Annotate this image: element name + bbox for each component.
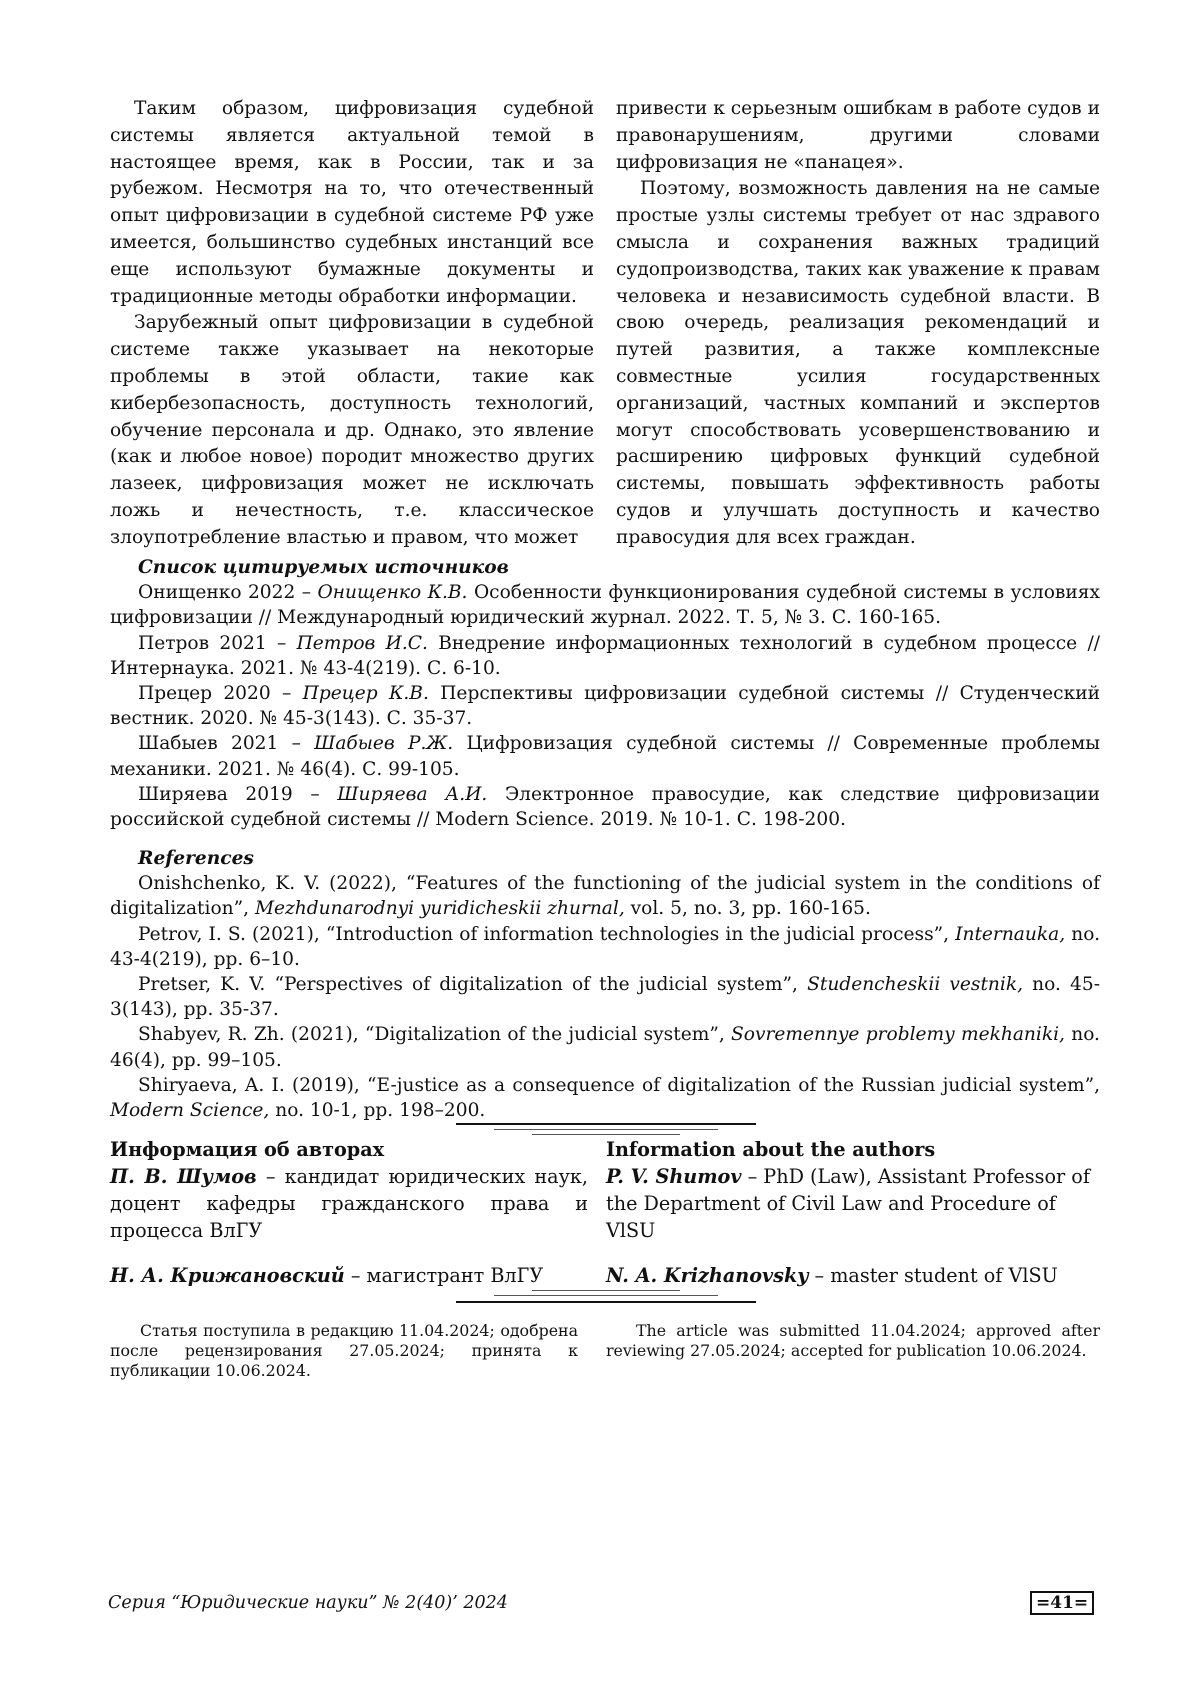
- reference-journal: Modern Science,: [110, 1100, 270, 1122]
- reference-text: Onishchenko, K. V. (2022), “Features of the functioning of the judicial system in the conditions of digitalization”,: [110, 873, 1100, 920]
- separator-rule: [456, 1123, 756, 1125]
- reference-item: [110, 972, 1100, 1022]
- author-entry: [606, 1262, 1058, 1289]
- author-affiliation: – master student of VlSU: [808, 1264, 1058, 1287]
- reference-details: no. 43-4(219), pp. 6–10.: [110, 923, 1100, 970]
- cited-item: [110, 681, 1100, 731]
- body-column-left: [110, 96, 594, 552]
- reference-item: [110, 922, 1100, 972]
- author-entry: [110, 1262, 543, 1289]
- cited-item-key: Прецер 2020 –: [138, 683, 303, 705]
- references-section: [110, 846, 1100, 1123]
- page-number: =41=: [1030, 1591, 1094, 1615]
- reference-item: [110, 1022, 1100, 1072]
- cited-item-author: Ширяева А.И.: [337, 783, 488, 805]
- body-column-right: [616, 96, 1100, 552]
- reference-text: Pretser, K. V. “Perspectives of digitalization of the judicial system”,: [138, 974, 808, 996]
- cited-item-text: Цифровизация судебной системы // Современные проблемы механики. 2021. № 46(4). С. 99-105.: [110, 733, 1100, 780]
- separator-rule-thin: [532, 1290, 680, 1291]
- reference-text: Petrov, I. S. (2021), “Introduction of information technologies in the judicial process”,: [138, 923, 956, 945]
- cited-item: [110, 731, 1100, 781]
- separator-rule-thin: [494, 1295, 718, 1296]
- author-name: N. A. Krizhanovsky: [606, 1264, 809, 1287]
- cited-item-author: Шабыев Р.Ж.: [314, 733, 454, 755]
- cited-sources-section: [110, 555, 1100, 832]
- reference-journal: Mezhdunarodnyi yuridicheskii zhurnal,: [254, 898, 625, 920]
- body-paragraph: привести к серьезным ошибкам в работе судов и правонарушениям, другими словами цифровизация не «панацея».: [616, 98, 1100, 173]
- reference-text: Shabyev, R. Zh. (2021), “Digitalization of the judicial system”,: [138, 1024, 732, 1046]
- cited-sources-heading: Список цитируемых источников: [138, 557, 509, 578]
- cited-item-key: Ширяева 2019 –: [138, 783, 338, 805]
- reference-details: vol. 5, no. 3, pp. 160-165.: [624, 898, 871, 920]
- author-affiliation: – магистрант ВлГУ: [344, 1264, 544, 1287]
- cited-item: [110, 580, 1100, 630]
- separator-rule: [456, 1301, 756, 1303]
- cited-item-text: Перспективы цифровизации судебной системы // Студенческий вестник. 2020. № 45-3(143). С. 35-37.: [110, 683, 1100, 730]
- authors-heading-en: Information about the authors: [606, 1138, 936, 1161]
- author-name: P. V. Shumov: [606, 1165, 742, 1188]
- reference-details: no. 45-3(143), pp. 35-37.: [110, 974, 1100, 1021]
- cited-item: [110, 631, 1100, 681]
- reference-item: [110, 871, 1100, 921]
- separator-rule-thin: [532, 1134, 680, 1135]
- reference-details: no. 46(4), pp. 99–105.: [110, 1024, 1100, 1071]
- reference-details: no. 10-1, pp. 198–200.: [269, 1100, 486, 1122]
- authors-heading-ru: Информация об авторах: [110, 1138, 385, 1161]
- authors-info-en: [606, 1136, 1100, 1244]
- separator-rule-thin: [494, 1129, 718, 1130]
- author-affiliation: – PhD (Law), Assistant Professor of the Department of Civil Law and Procedure of VlSU: [606, 1165, 1090, 1242]
- footer-series: Серия “Юридические науки” № 2(40)’ 2024: [108, 1593, 508, 1613]
- author-entry: [110, 1163, 588, 1244]
- submission-dates-ru: [110, 1321, 578, 1381]
- reference-journal: Internauka,: [955, 923, 1066, 945]
- dates-text: The article was submitted 11.04.2024; approved after reviewing 27.05.2024; accepted for publication 10.06.2024.: [606, 1321, 1100, 1360]
- cited-item-text: Электронное правосудие, как следствие цифровизации российской судебной системы // Modern Science. 2019. № 10-1. С. 198-200.: [110, 783, 1100, 831]
- authors-info-ru: [110, 1136, 588, 1244]
- cited-item-text: Особенности функционирования судебной системы в условиях цифровизации // Международный юридический журнал. 2022. Т. 5, № 3. С. 160-165.: [110, 582, 1100, 629]
- author-name: П. В. Шумов: [110, 1165, 257, 1188]
- submission-dates-en: [606, 1321, 1100, 1361]
- cited-item-author: Прецер К.В.: [302, 683, 429, 705]
- body-paragraph: Зарубежный опыт цифровизации в судебной системе также указывает на некоторые проблемы в этой области, такие как кибербезопасность, доступность технологий, обучение персонала и др. Однако, это явление (как и любое новое) породит множество других лазеек, цифровизация может не исключать ложь и нечестность, т.е. классическое злоупотребление властью и правом, что может: [110, 312, 594, 548]
- body-paragraph: Таким образом, цифровизация судебной системы является актуальной темой в настоящее время, как в России, так и за рубежом. Несмотря на то, что отечественный опыт цифровизации в судебной системе РФ уже имеется, большинство судебных инстанций все еще используют бумажные документы и традиционные методы обработки информации.: [110, 98, 594, 307]
- cited-item-author: Петров И.С.: [296, 632, 428, 654]
- reference-journal: Sovremennye problemy mekhaniki,: [731, 1024, 1065, 1046]
- reference-journal: Studencheskii vestnik,: [807, 974, 1024, 996]
- cited-item-key: Шабыев 2021 –: [138, 733, 315, 755]
- author-name: Н. А. Крижановский: [110, 1264, 345, 1287]
- cited-item-key: Петров 2021 –: [138, 632, 297, 654]
- cited-item: [110, 782, 1100, 832]
- author-affiliation: – кандидат юридических наук, доцент кафедры гражданского права и процесса ВлГУ: [110, 1165, 588, 1242]
- cited-item-text: Внедрение информационных технологий в судебном процессе // Интернаука. 2021. № 43-4(219). С. 6-10.: [110, 632, 1100, 679]
- author-entry: [606, 1163, 1100, 1244]
- body-paragraph: Поэтому, возможность давления на не самые простые узлы системы требует от нас здравого смысла и сохранения важных традиций судопроизводства, таких как уважение к правам человека и независимость судебной власти. В свою очередь, реализация рекомендаций и путей развития, а также комплексные совместные усилия государственных организаций, частных компаний и экспертов могут способствовать усовершенствованию и расширению цифровых функций судебной системы, повышать эффективность работы судов и улучшать доступность и качество правосудия для всех граждан.: [616, 178, 1100, 548]
- cited-item-author: Онищенко К.В.: [317, 582, 468, 604]
- references-heading: References: [138, 848, 254, 869]
- reference-text: Shiryaeva, A. I. (2019), “E-justice as a consequence of digitalization of the Russian judicial system”,: [138, 1074, 1100, 1096]
- cited-item-key: Онищенко 2022 –: [138, 582, 318, 604]
- reference-item: [110, 1073, 1100, 1123]
- dates-text: Статья поступила в редакцию 11.04.2024; одобрена после рецензирования 27.05.2024; принята к публикации 10.06.2024.: [110, 1321, 578, 1380]
